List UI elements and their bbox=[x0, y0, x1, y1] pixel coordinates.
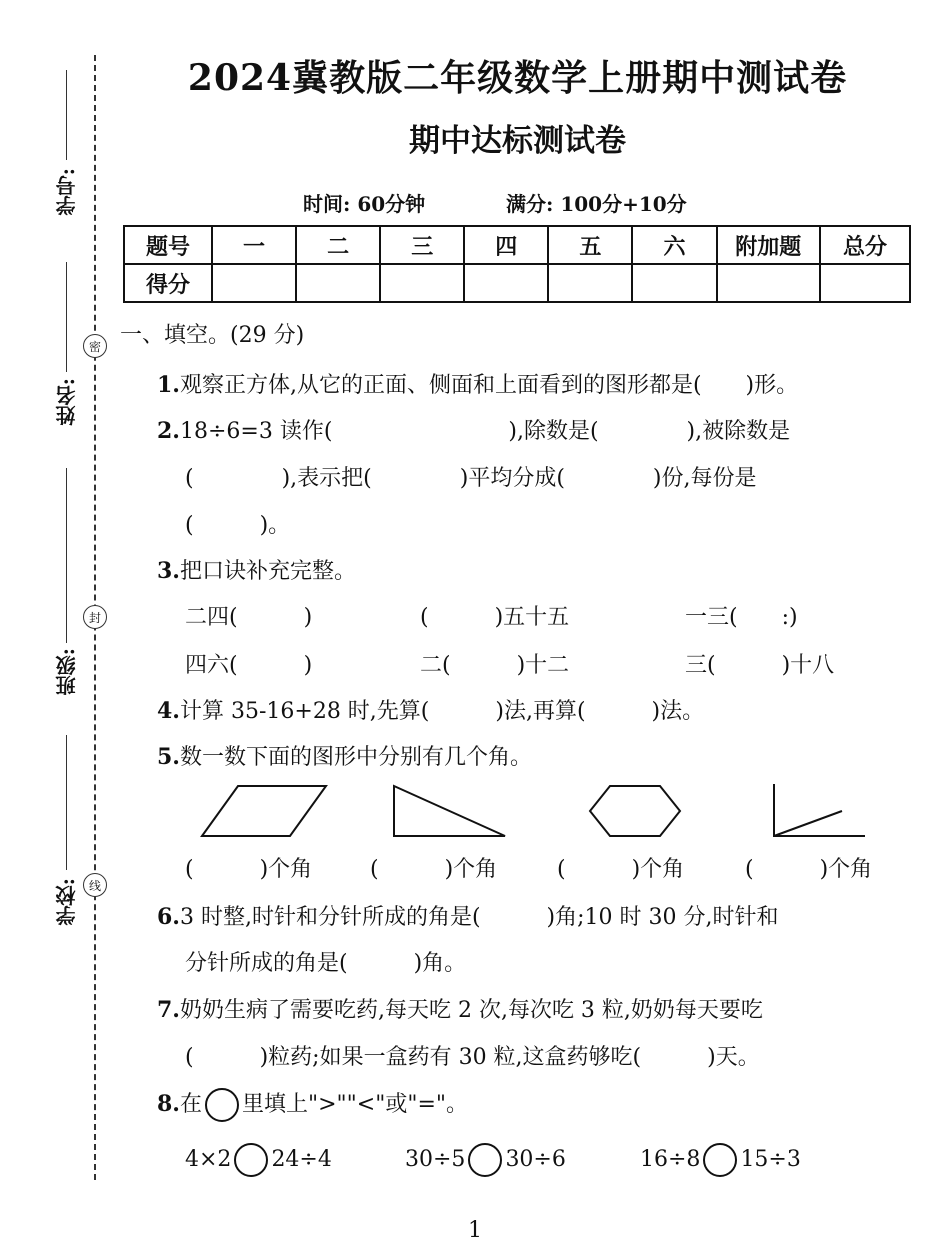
question-2-line-3: ( )。 bbox=[185, 513, 291, 538]
question-number: 3. bbox=[157, 558, 180, 584]
question-number: 6. bbox=[157, 904, 180, 930]
comparison-1 bbox=[185, 1143, 332, 1177]
question-7-line-2: ( )粒药;如果一盒药有 30 粒,这盒药够吃( )天。 bbox=[185, 1045, 760, 1070]
score-header-cell: 附加题 bbox=[717, 226, 820, 264]
score-cell[interactable] bbox=[632, 264, 716, 302]
hexagon-shape bbox=[590, 786, 680, 836]
question-1 bbox=[157, 368, 798, 399]
class-line bbox=[66, 468, 67, 643]
comparison-3 bbox=[640, 1143, 801, 1177]
score-header-cell: 一 bbox=[212, 226, 296, 264]
mnemonic-r2c2: 二( )十二 bbox=[420, 653, 570, 678]
shapes-figure bbox=[190, 780, 880, 842]
comparison-left: 4×2 bbox=[185, 1147, 232, 1172]
exam-time: 时间: 60分钟 bbox=[303, 192, 426, 216]
seal-xian: 线 bbox=[83, 873, 107, 897]
compare-circle-example bbox=[205, 1088, 239, 1122]
question-text: 计算 35-16+28 时,先算( )法,再算( )法。 bbox=[179, 699, 705, 724]
score-header-cell: 总分 bbox=[820, 226, 910, 264]
shape-2-answer: ( )个角 bbox=[370, 857, 498, 882]
full-score: 满分: 100分+10分 bbox=[506, 192, 687, 216]
score-header-cell: 三 bbox=[380, 226, 464, 264]
question-text: 奶奶生病了需要吃药,每天吃 2 次,每次吃 3 粒,奶奶每天要吃 bbox=[179, 998, 763, 1023]
question-number: 4. bbox=[157, 698, 180, 724]
shape-4-answer: ( )个角 bbox=[745, 857, 873, 882]
student-id-line bbox=[66, 70, 67, 160]
comparison-left: 30÷5 bbox=[405, 1147, 466, 1172]
question-text: 数一数下面的图形中分别有几个角。 bbox=[179, 745, 532, 770]
shape-1-answer: ( )个角 bbox=[185, 857, 313, 882]
score-header-cell: 五 bbox=[548, 226, 632, 264]
question-6-line-1 bbox=[157, 900, 779, 931]
score-cell[interactable] bbox=[548, 264, 632, 302]
name-line bbox=[66, 262, 67, 372]
comparison-right: 24÷4 bbox=[271, 1147, 332, 1172]
mnemonic-r1c3: 一三( :) bbox=[685, 605, 798, 630]
comparison-left: 16÷8 bbox=[640, 1147, 701, 1172]
mnemonic-r1c1: 二四( ) bbox=[185, 605, 313, 630]
score-header-cell: 六 bbox=[632, 226, 716, 264]
mnemonic-r1c2: ( )五十五 bbox=[420, 605, 570, 630]
compare-circle[interactable] bbox=[468, 1143, 502, 1177]
student-id-label: 学号: bbox=[55, 168, 79, 216]
school-line bbox=[66, 735, 67, 870]
seal-mi: 密 bbox=[83, 334, 107, 358]
angle-ray bbox=[774, 811, 842, 836]
question-5 bbox=[157, 740, 532, 771]
question-text: 把口诀补充完整。 bbox=[179, 559, 356, 584]
comparison-2 bbox=[405, 1143, 566, 1177]
shape-3-answer: ( )个角 bbox=[557, 857, 685, 882]
score-header-cell: 题号 bbox=[124, 226, 212, 264]
page-number: 1 bbox=[468, 1218, 482, 1243]
comparison-right: 15÷3 bbox=[740, 1147, 801, 1172]
question-number: 2. bbox=[157, 418, 180, 444]
score-table-header-row bbox=[124, 226, 910, 264]
question-6-line-2: 分针所成的角是( )角。 bbox=[185, 951, 467, 976]
score-header-cell: 四 bbox=[464, 226, 548, 264]
page-subtitle: 期中达标测试卷 bbox=[409, 123, 626, 159]
mnemonic-r2c1: 四六( ) bbox=[185, 653, 313, 678]
score-cell[interactable] bbox=[464, 264, 548, 302]
question-3 bbox=[157, 554, 356, 585]
question-number: 8. bbox=[157, 1091, 180, 1117]
name-label: 姓名: bbox=[55, 378, 79, 426]
class-label: 班级: bbox=[55, 648, 79, 696]
comparison-right: 30÷6 bbox=[505, 1147, 566, 1172]
score-cell[interactable] bbox=[380, 264, 464, 302]
score-table-score-row bbox=[124, 264, 910, 302]
score-cell[interactable] bbox=[717, 264, 820, 302]
question-text: 18÷6=3 读作( ),除数是( ),被除数是 bbox=[179, 419, 791, 444]
question-text: 观察正方体,从它的正面、侧面和上面看到的图形都是( )形。 bbox=[179, 373, 799, 398]
question-text-pre: 在 bbox=[179, 1092, 202, 1117]
score-header-cell: 二 bbox=[296, 226, 380, 264]
mnemonic-r2c3: 三( )十八 bbox=[685, 653, 835, 678]
question-2-line-1 bbox=[157, 414, 790, 445]
seal-feng: 封 bbox=[83, 605, 107, 629]
question-8 bbox=[157, 1087, 468, 1122]
section-1-title: 一、填空。(29 分) bbox=[120, 323, 305, 348]
score-row-label: 得分 bbox=[124, 264, 212, 302]
question-2-line-2: ( ),表示把( )平均分成( )份,每份是 bbox=[185, 466, 757, 491]
school-label: 学校: bbox=[55, 878, 79, 926]
angle-lines-shape bbox=[774, 784, 865, 836]
page-title: 2024冀教版二年级数学上册期中测试卷 bbox=[187, 57, 848, 99]
question-number: 1. bbox=[157, 372, 180, 398]
question-number: 7. bbox=[157, 997, 180, 1023]
question-number: 5. bbox=[157, 744, 180, 770]
question-7-line-1 bbox=[157, 993, 763, 1024]
compare-circle[interactable] bbox=[234, 1143, 268, 1177]
compare-circle[interactable] bbox=[703, 1143, 737, 1177]
right-triangle-shape bbox=[394, 786, 505, 836]
parallelogram-shape bbox=[202, 786, 326, 836]
score-table bbox=[123, 225, 911, 303]
question-text: 3 时整,时针和分针所成的角是( )角;10 时 30 分,时针和 bbox=[179, 905, 779, 930]
score-cell[interactable] bbox=[820, 264, 910, 302]
question-text-post: 里填上">""<"或"="。 bbox=[241, 1092, 469, 1117]
score-cell[interactable] bbox=[296, 264, 380, 302]
score-cell[interactable] bbox=[212, 264, 296, 302]
question-4 bbox=[157, 694, 704, 725]
